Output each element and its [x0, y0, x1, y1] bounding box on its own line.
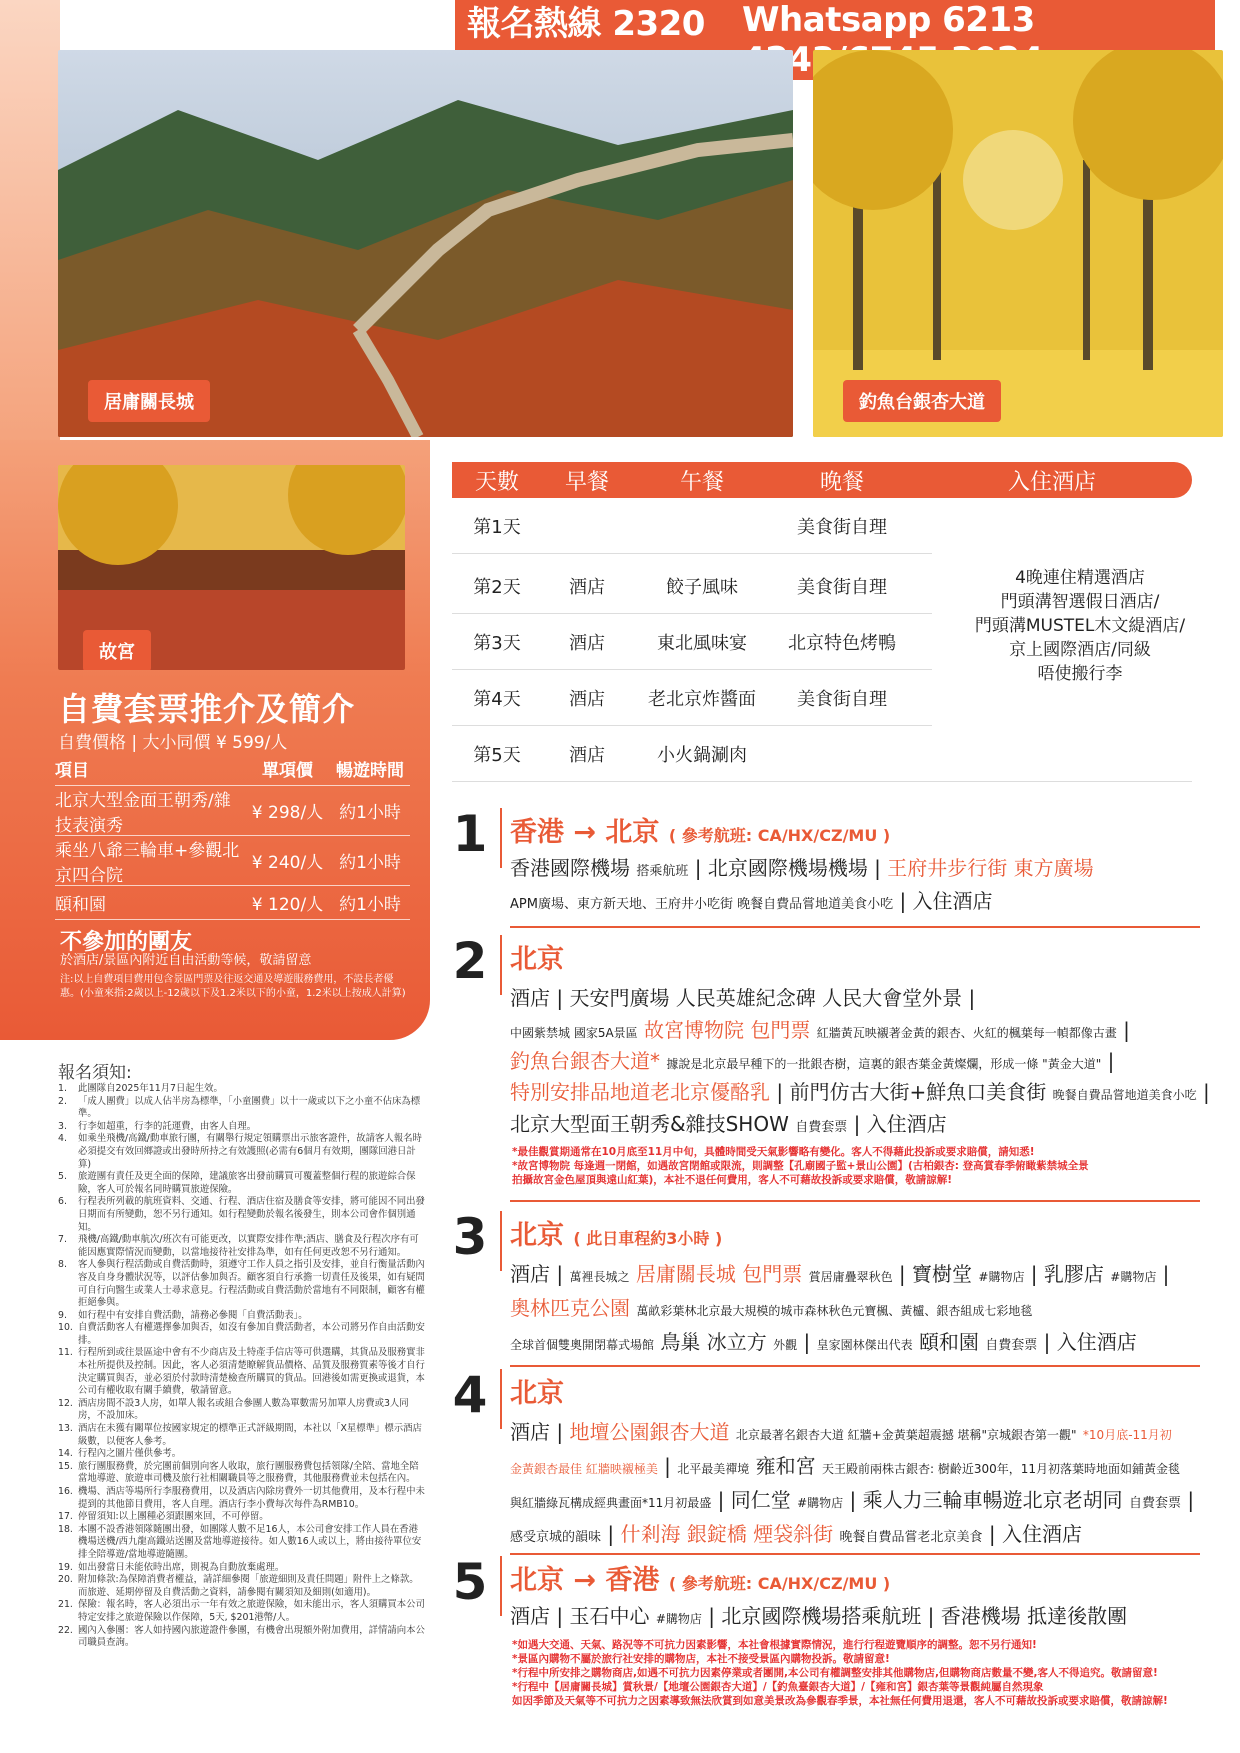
list-item [58, 1625, 426, 1650]
day5-note [512, 1638, 1168, 1708]
meal-dinner: 美食街自理 [797, 688, 887, 710]
meal-day: 第4天 [473, 688, 521, 710]
meal-table-header [452, 462, 1192, 498]
meal-dinner: 北京特色烤鴨 [788, 632, 896, 654]
table-row [452, 726, 1192, 782]
day3-line3: 全球首個雙奧開閉幕式場館 鳥巢 冰立方 外觀 | 皇家園林傑出代表 頤和園 自費套票 | 入住酒店 [510, 1330, 1137, 1354]
table-row [452, 670, 932, 726]
nojoin-note: 注:以上自費項目費用包含景區門票及往返交通及導遊服務費用，不設長者優惠。(小童來指:2歲以上-12歲以下及1.2米以下的小童，1.2米以上按成人計算) [60, 974, 406, 999]
notice-number: 10. [58, 1322, 73, 1334]
day2-line1: 酒店 | 天安門廣場 人民英雄紀念碑 人民大會堂外景 | [510, 986, 976, 1010]
day3-title: 北京 [510, 1220, 564, 1251]
row-time: 約1小時 [339, 853, 401, 873]
day4-line1 [510, 1416, 1172, 1445]
day4-line3: 與紅牆綠瓦構成經典畫面*11月初最盛 | 同仁堂 #購物店 | 乘人力三輪車暢遊北京老胡同 自費套票 | [510, 1488, 1195, 1512]
row-item: 北京大型金面王朝秀/雜技表演秀 [55, 790, 231, 836]
hotel-line: 門頭溝智選假日酒店/ [1000, 592, 1160, 612]
hotline-phone: 報名熱線 2320 [467, 3, 705, 44]
d3-juyongguan: 居庸關長城 包門票 [635, 1262, 803, 1286]
day1-flight: ( 參考航班: CA/HX/CZ/MU ) [668, 826, 891, 845]
day3-line2 [510, 1292, 1032, 1321]
row-price: ¥ 298/人 [251, 803, 324, 823]
d2-note1: *最佳觀賞期通常在10月底至11月中旬，具體時間受天氣影響略有變化。客人不得藉此投訴或要求賠償，請知悉! [512, 1146, 1035, 1158]
decorative-leaf-bg [0, 0, 60, 460]
d1-apm: APM廣場、東方新天地、王府井小吃街 晚餐自費品嘗地道美食小吃 [510, 897, 894, 912]
d4-yonghe: 雍和宮 [755, 1454, 816, 1478]
tag-ginkgo: 釣魚台銀杏大道 [843, 380, 1001, 422]
d3-royal: 皇家園林傑出代表 [816, 1338, 913, 1352]
day-number: 4 [452, 1366, 488, 1424]
day-number: 3 [452, 1208, 488, 1266]
meal-dinner: 美食街自理 [797, 516, 887, 538]
d5-shop-tag: #購物店 [655, 1612, 702, 1626]
d4-dinner: 晚餐自費品嘗老北京美食 [839, 1530, 983, 1545]
hotline-whatsapp: Whatsapp 6213 [742, 0, 1035, 40]
meal-breakfast: 酒店 [569, 576, 605, 598]
day2-line2: 中國紫禁城 國家5A景區 故宮博物院 包門票 紅牆黃瓦映襯著金黃的銀杏、火紅的楓葉每一幀都像古畫 | [510, 1018, 1130, 1042]
notice-number: 5. [58, 1171, 67, 1183]
d5-note1: *如遇大交通、天氣、路況等不可抗力因素影響，本社會根據實際情況，進行行程遊覽順序的調整。恕不另行通知! [512, 1639, 1037, 1651]
day4-title: 北京 [510, 1378, 564, 1409]
notice-text: 行程表所列載的航班資料、交通、行程、酒店住宿及膳食等安排，將可能因不同出發日期而有所變動，恕不另行通知。如行程變動於報名後發生，則本公司會作個別通知。 [78, 1196, 425, 1233]
notice-text: 自費活動客人有權選擇參加與否，如沒有參加自費活動者，本公司將另作自由活動安排。 [78, 1322, 425, 1346]
d3-exterior: 外觀 [773, 1338, 798, 1352]
d3-pkg: 自費套票 [985, 1338, 1038, 1353]
table-row [55, 836, 410, 886]
day4-line2: 金黃銀杏最佳 紅牆映襯極美 | 北平最美禪境 雍和宮 天王殿前兩株古銀杏: 樹齡近300年，11月初落葉時地面如鋪黃金毯 [510, 1454, 1181, 1478]
day-divider [500, 1556, 502, 1616]
d1-flight-text: 搭乘航班 [636, 864, 689, 879]
meal-lunch: 小火鍋涮肉 [657, 744, 747, 766]
notice-title: 報名須知: [58, 1063, 132, 1083]
notice-text: 如行程中有安排自費活動，請務必參閱「自費活動表」。 [78, 1309, 308, 1321]
notice-text: 旅行團服務費，於完團前個別向客人收取，旅行團服務費包括領隊/全陪、當地全陪當地導遊、旅遊車司機及旅行社相關職員等之服務費，其他服務費並未包括在內。 [78, 1460, 419, 1485]
notice-number: 4. [58, 1133, 67, 1145]
meal-lunch: 餃子風味 [666, 576, 738, 598]
notice-text: 國內入參團：客人如持國內旅遊證件參團，有機會出現額外附加費用，詳情請向本公司職員查詢。 [78, 1624, 425, 1649]
day5-flight: ( 參考航班: CA/HX/CZ/MU ) [668, 1574, 891, 1593]
hotel-line: 門頭溝MUSTEL木文緹酒店/ [974, 616, 1186, 636]
d3-wall-intro: 萬裡長城之 [569, 1270, 630, 1284]
d3-olympic-desc: 萬畝彩葉林北京最大規模的城市森林秋色元寶楓、黃櫨、銀杏組成七彩地毯 [636, 1304, 1033, 1318]
d3-hotel: 酒店 | [510, 1262, 564, 1286]
row-price: ¥ 120/人 [251, 895, 324, 915]
notice-number: 20. [58, 1574, 73, 1586]
day1-title: 香港 → 北京 [510, 817, 660, 848]
header-item: 項目 [55, 761, 89, 781]
d2-palace: 故宮博物院 包門票 [644, 1018, 811, 1042]
notice-number: 7. [58, 1234, 67, 1246]
meal-lunch: 東北風味宴 [657, 632, 747, 654]
list-item [58, 1599, 426, 1624]
photo-great-wall [58, 50, 793, 437]
d4-pkg: 自費套票 [1128, 1496, 1181, 1511]
notice-number: 22. [58, 1624, 73, 1636]
list-item [58, 1486, 426, 1511]
d3-shop1-tag: #購物店 [978, 1270, 1025, 1284]
row-time: 約1小時 [339, 803, 401, 823]
day-number: 5 [452, 1553, 488, 1611]
notice-number: 11. [58, 1347, 73, 1359]
list-item [58, 1096, 426, 1121]
day2-title: 北京 [510, 944, 564, 975]
notice-text: 飛機/高鐵/動車航次/班次有可能更改，以實際安排作準;酒店、膳食及行程次序有可能因應實際情況而變動，以當地接待社安排為準，如有任何更改恕不另行通知。 [78, 1234, 419, 1258]
d5-note4: *行程中【居庸關長城】賞秋景/【地壇公園銀杏大道】/【釣魚臺銀杏大道】/【雍和宮】銀杏葉等景觀純屬自然現象 [512, 1681, 1044, 1693]
d3-birdsnest: 鳥巢 冰立方 [660, 1330, 767, 1354]
d2-palace-intro: 中國紫禁城 國家5A景區 [510, 1026, 638, 1040]
d1-wangfujing: 王府井步行街 東方廣場 [887, 856, 1094, 880]
hotel-line: 京上國際酒店/同級 [1009, 640, 1151, 660]
notice-number: 13. [58, 1423, 73, 1435]
notice-number: 1. [58, 1083, 67, 1094]
nojoin-text: 於酒店/景區內附近自由活動等候，敬請留意 [60, 953, 312, 968]
day5-title-wrap [510, 1558, 890, 1597]
notice-text: 機場、酒店等場所行李服務費用，以及酒店內除房費外一切其他費用，及本行程中未提到的其他節目費用，客人自理。酒店行李小費每次每件為RMB10。 [78, 1486, 425, 1510]
notice-text: 行程內之圖片僅供參考。 [78, 1448, 182, 1460]
meal-header-breakfast: 早餐 [564, 469, 609, 495]
d4-hotel-end: 入住酒店 [1002, 1522, 1083, 1546]
list-item [58, 1259, 426, 1309]
notice-number: 14. [58, 1448, 73, 1460]
day-divider [500, 808, 502, 868]
list-item [58, 1234, 426, 1259]
d3-autumn: 賞居庸疊翠秋色 [808, 1270, 893, 1284]
notice-text: 保險：報名時，客人必須出示一年有效之旅遊保險，如未能出示，客人須購買本公司特定安排之旅遊保險以作保障，5天, $201港幣/人。 [78, 1599, 425, 1623]
list-item [58, 1398, 426, 1423]
d2-dinner: 晚餐自費品嘗地道美食小吃 [1052, 1088, 1197, 1102]
package-price: 自費價格 | 大小同價 ¥ 599/人 [58, 733, 288, 753]
d5-note3: *行程中所安排之購物商店,如遇不可抗力因素停業或者團開,本公司有權調整安排其他購物店,但購物商店數量不變,客人不得追究。敬請留意! [512, 1667, 1158, 1679]
meal-day: 第5天 [473, 744, 521, 766]
row-price: ¥ 240/人 [251, 853, 324, 873]
notice-text: 客人參與行程活動或自費活動時，須遵守工作人員之指引及安排，並自行衡量活動內容及自身身體狀況等，以評估參加與否。顧客須自行承擔一切責任及後果，如有疑問可自行向醫生或業人士尋求意見。行程活動或自費活動於當地有不同限制，顧客有權拒絕參與。 [78, 1259, 425, 1309]
day-number: 2 [452, 932, 488, 990]
day1-line1: 香港國際機場 搭乘航班 | 北京國際機場機場 | 王府井步行街 東方廣場 [510, 856, 1094, 880]
day3-line1: 酒店 | 萬裡長城之 居庸關長城 包門票 賞居庸疊翠秋色 | 寶樹堂 #購物店 | 乳膠店 #購物店 | [510, 1262, 1170, 1286]
list-item [58, 1562, 426, 1575]
notice-text: 附加條款:為保障消費者權益，請詳細參閱「旅遊細則及責任問題」附件上之條款。而旅遊、延期停留及自費活動之資料，請參閱有關須知及細則(如適用)。 [78, 1574, 419, 1598]
list-item [58, 1511, 426, 1524]
day-separator [510, 926, 1200, 928]
meal-day: 第2天 [473, 576, 521, 598]
d2-qianmen: 前門仿古大街+鮮魚口美食街 [789, 1080, 1047, 1104]
d2-show-tag: 自費套票 [795, 1120, 848, 1135]
header-time: 暢遊時間 [336, 761, 404, 781]
meal-header-dinner: 晚餐 [819, 469, 864, 495]
notice-text: 本團不設香港領隊隨團出發，如團隊人數不足16人，本公司會安排工作人員在香港機場送機/西九龍高鐵站送團及當地導遊接待。如人數16人或以上，將由接待單位安排全陪導遊/當地導遊隨團。 [78, 1523, 422, 1560]
d4-shop-tag: #購物店 [797, 1496, 844, 1510]
row-item: 頤和園 [55, 895, 106, 915]
day4-line4: 感受京城的韻味 | 什剎海 銀錠橋 煙袋斜街 晚餐自費品嘗老北京美食 | 入住酒店 [510, 1522, 1083, 1546]
list-item [58, 1461, 426, 1486]
d4-best: 金黃銀杏最佳 紅牆映襯極美 [510, 1462, 658, 1476]
meal-breakfast: 酒店 [569, 688, 605, 710]
d2-hotel: 入住酒店 [866, 1112, 947, 1136]
hotel-line: 唔使搬行李 [1037, 664, 1123, 684]
list-item [58, 1133, 426, 1171]
notice-text: 酒店在未獲有關單位按國家規定的標準正式評級期間，本社以「X星標準」標示酒店級數，以便客人參考。 [78, 1423, 422, 1447]
table-row [452, 558, 932, 614]
hotel-line: 4晚連住精選酒店 [1015, 568, 1145, 588]
d4-zen: 北平最美禪境 [677, 1462, 750, 1476]
d4-yonghe-desc: 天王殿前兩株古銀杏: 樹齡近300年，11月初落葉時地面如鋪黃金毯 [822, 1462, 1181, 1476]
notice-number: 12. [58, 1397, 73, 1409]
notice-number: 8. [58, 1259, 67, 1271]
meal-day: 第1天 [473, 516, 521, 538]
tag-great-wall: 居庸關長城 [88, 380, 210, 422]
notice-number: 16. [58, 1486, 73, 1497]
notice-text: 旅遊團有責任及更全面的保障，建議旅客出發前購買可覆蓋整個行程的旅遊綜合保險，客人可於報名同時購買旅遊保險。 [78, 1171, 416, 1195]
d5-note5: 如因季節及天氣等不可抗力之因素導致無法欣賞到如意美景改為參觀春季景，本社無任何費用退還，客人不可藉故投訴或要求賠償，敬請諒解! [512, 1695, 1168, 1707]
notice-number: 21. [58, 1599, 73, 1611]
photo-palace [58, 465, 405, 670]
d4-hotel: 酒店 | [510, 1420, 564, 1444]
d2-yogurt: 特別安排品地道老北京優酪乳 [510, 1080, 770, 1104]
day-separator [510, 1365, 1200, 1367]
d5-note2: *景區內購物不屬於旅行社安排的購物店，本社不接受景區內購物投訴。敬請留意! [512, 1653, 890, 1665]
d3-summer-palace: 頤和園 [918, 1330, 979, 1354]
nojoin-title: 不參加的團友 [60, 930, 193, 955]
day-separator [510, 1200, 1200, 1202]
meal-breakfast: 酒店 [569, 744, 605, 766]
d3-venue: 全球首個雙奧開閉幕式場館 [510, 1338, 655, 1352]
notice-text: 酒店房間不設3人房，如單人報名或組合參團人數為單數需另加單人房費或3人同房，不設加床。 [78, 1397, 409, 1422]
meal-header-lunch: 午餐 [679, 469, 724, 495]
list-item [58, 1574, 426, 1599]
tag-palace: 故宮 [83, 630, 151, 670]
table-row [452, 498, 932, 554]
hotel-info [960, 566, 1200, 686]
notice-number: 9. [58, 1309, 67, 1321]
day1-line2: APM廣場、東方新天地、王府井小吃街 晚餐自費品嘗地道美食小吃 | 入住酒店 [510, 889, 993, 913]
day5-title: 北京 → 香港 [510, 1565, 660, 1596]
list-item [58, 1083, 426, 1096]
d2-note2: *故宮博物院 每逢週一閉館，如遇故宮閉館或限流，則調整【孔廟國子監+景山公園】(古柏銀杏: 登高賞春季俯瞰紫禁城全景 [512, 1160, 1089, 1172]
notice-text: 「成人團費」以成人佔半房為標準，「小童團費」以十一歲或以下之小童不佔床為標準。 [78, 1095, 421, 1120]
meal-header-day: 天數 [474, 469, 519, 495]
photo-ginkgo [813, 50, 1223, 437]
d2-note3: 拍攝故宮金色屋頂與遠山紅葉)，本社不退任何費用，客人不可藉故投訴或要求賠償，敬請諒解! [512, 1174, 953, 1186]
list-item [58, 1121, 426, 1134]
meal-header-hotel: 入住酒店 [1007, 469, 1096, 495]
package-title: 自費套票推介及簡介 [58, 690, 356, 728]
table-row [55, 786, 410, 836]
notice-number: 2. [58, 1095, 67, 1107]
notice-number: 17. [58, 1511, 73, 1523]
row-item: 乘坐八爺三輪車+參觀北京四合院 [55, 840, 240, 886]
table-row [55, 886, 410, 920]
d3-hotel-end: 入住酒店 [1056, 1330, 1137, 1354]
notice-list [58, 1083, 426, 1650]
d1-hk-airport: 香港國際機場 [510, 856, 630, 880]
notice-text: 如乘坐飛機/高鐵/動車旅行團，有關舉行規定領購票出示旅客證件，故請客人報名時必須提交有效回鄉證或出發時所持之有效護照(必需有6個月有效期，團隊回港日計算) [78, 1133, 422, 1170]
d4-shichahai: 什剎海 銀錠橋 煙袋斜街 [620, 1522, 834, 1546]
d2-palace-desc: 紅牆黃瓦映襯著金黃的銀杏、火紅的楓葉每一幀都像古畫 [816, 1026, 1117, 1040]
day-divider [500, 935, 502, 995]
day2-line4: 特別安排品地道老北京優酪乳 | 前門仿古大街+鮮魚口美食街 晚餐自費品嘗地道美食小吃 | [510, 1080, 1210, 1104]
day-number: 1 [452, 805, 488, 863]
day2-note [512, 1145, 1089, 1187]
list-item [58, 1423, 426, 1448]
notice-number: 19. [58, 1561, 73, 1573]
d2-ginkgo: 釣魚台銀杏大道* [510, 1049, 660, 1073]
meal-day: 第3天 [473, 632, 521, 654]
d2-ginkgo-desc: 據說是北京最早種下的一批銀杏樹，這裏的銀杏葉金黃燦爛，形成一條 "黃金大道" [666, 1057, 1102, 1071]
meal-breakfast: 酒店 [569, 632, 605, 654]
d4-rickshaw: 乘人力三輪車暢遊北京老胡同 [862, 1488, 1123, 1512]
d1-hotel: 入住酒店 [912, 889, 993, 913]
list-item [58, 1196, 426, 1234]
package-table [55, 752, 410, 920]
list-item [58, 1171, 426, 1196]
day2-line3: 釣魚台銀杏大道* 據說是北京最早種下的一批銀杏樹，這裏的銀杏葉金黃燦爛，形成一條 "黃金大道" | [510, 1049, 1115, 1073]
list-item [58, 1347, 426, 1397]
table-row [452, 614, 932, 670]
day3-sub: ( 此日車程約3小時 ) [573, 1229, 723, 1248]
d4-classic: 與紅牆綠瓦構成經典畫面*11月初最盛 [510, 1496, 712, 1510]
d4-best-time: *10月底-11月初 [1082, 1428, 1172, 1442]
notice-number: 3. [58, 1120, 67, 1132]
d3-shop1: 寶樹堂 [912, 1262, 973, 1286]
day-title [510, 810, 890, 849]
d3-shop2-tag: #購物店 [1110, 1270, 1157, 1284]
notice-number: 18. [58, 1523, 73, 1535]
header-price: 單項價 [262, 761, 313, 781]
d4-ditan: 地壇公園銀杏大道 [569, 1420, 730, 1444]
notice-text: 行李如超重，行李的託運費，由客人自理。 [78, 1120, 257, 1132]
notice-number: 6. [58, 1196, 67, 1208]
list-item [58, 1310, 426, 1323]
day-divider [500, 1369, 502, 1429]
day-separator [510, 1553, 1200, 1555]
row-time: 約1小時 [339, 895, 401, 915]
meal-dinner: 美食街自理 [797, 576, 887, 598]
list-item [58, 1524, 426, 1562]
notice-text: 如出發當日未能依時出席，則視為自動放棄處理。 [78, 1561, 285, 1573]
d5-return: 北京國際機場搭乘航班 | 香港機場 抵達後散團 [721, 1604, 1128, 1628]
day3-title-wrap [510, 1213, 722, 1252]
d3-shop2: 乳膠店 [1043, 1262, 1104, 1286]
d3-olympic: 奧林匹克公園 [510, 1296, 630, 1320]
d4-charm: 感受京城的韻味 [510, 1530, 602, 1545]
day5-line1: 酒店 | 玉石中心 #購物店 | 北京國際機場搭乘航班 | 香港機場 抵達後散團 [510, 1604, 1128, 1628]
d4-ditan-desc: 北京最著名銀杏大道 紅牆+金黃葉超震撼 堪稱"京城銀杏第一觀" [735, 1428, 1077, 1442]
notice-text: 停留須知:以上團種必須跟團來回，不可停留。 [78, 1511, 269, 1523]
notice-number: 15. [58, 1460, 73, 1472]
notice-text: 此團隊自2025年11月7日起生效。 [78, 1083, 223, 1094]
day2-line5: 北京大型面王朝秀&雜技SHOW 自費套票 | 入住酒店 [510, 1112, 947, 1136]
d2-show: 北京大型面王朝秀&雜技SHOW [510, 1112, 789, 1136]
day-divider [500, 1211, 502, 1271]
d1-bj-airport: 北京國際機場機場 [707, 856, 868, 880]
meal-lunch: 老北京炸醬面 [648, 688, 756, 710]
list-item [58, 1448, 426, 1461]
list-item [58, 1322, 426, 1347]
d4-tongrentang: 同仁堂 [730, 1488, 791, 1512]
d5-jade: 酒店 | 玉石中心 [510, 1604, 650, 1628]
notice-text: 行程所到或往景區途中會有不少商店及土特產手信店等可供選購，其貨品及服務實非本社所提供及控制。因此，客人必須清楚瞭解貨品價格、品質及服務質素等後才自行決定購買與否，並必須於付款時清楚檢查所購買的貨品。回港後如需更換或退貨，本公司有權收取有關手續費，敬請留意。 [78, 1347, 425, 1397]
